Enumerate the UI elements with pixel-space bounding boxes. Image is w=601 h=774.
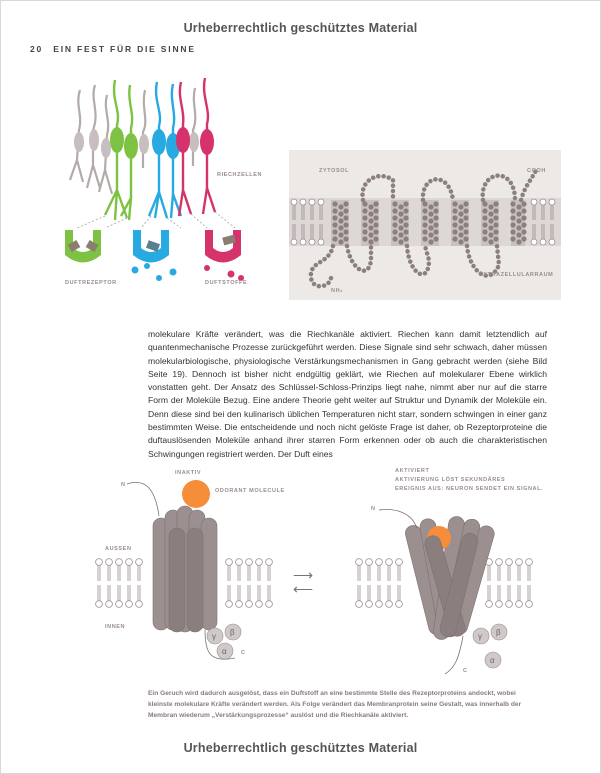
odorant-molecule-left <box>182 480 210 508</box>
running-header <box>30 44 196 54</box>
page-number: 20 <box>30 44 44 54</box>
label-beta-right: β <box>496 628 501 637</box>
arrow-forward: ⟶ <box>293 567 314 583</box>
label-alpha-right: α <box>490 656 495 665</box>
label-c-left: C <box>241 650 246 656</box>
receptor-inactive <box>153 506 217 632</box>
label-zytosol: ZYTOSOL <box>319 168 350 174</box>
body-text: molekulare Kräfte verändert, was die Riechkanäle aktiviert. Riechen kann damit letztendlich auf quantenmechanische Prozesse zurückgeführt werden. Diese Signale sind sehr schwach, daher müssen molekularbiologische, physiologische Verstärkungsmechanismen in Gang gebracht werden (siehe Bild Seite 19). Dennoch ist bisher nicht endgültig geklärt, wie Riechen auf molekularer Ebene wirklich vonstatten geht. Der Ansatz des Schlüssel-Schloss-Prinzips liegt nahe, nimmt aber nur auf die starre Form der Moleküle Bezug. Eine andere Theorie geht weiter auf Struktur und Dynamik der Moleküle ein. Denn diese sind bei den kulinarisch üblichen Temperaturen nicht starr, sondern schwingen in einer ganz bestimmten Weise. Die entscheidende und noch nicht gelöste Frage ist daher, ob Rezeptorproteine die duftauslösenden Moleküle anhand ihrer starren Form erkennen oder ob auch die charakteristischen Schwingungen registriert werden. Der Duft eines <box>148 329 547 459</box>
label-n-left: N <box>121 482 126 488</box>
watermark-bottom: Urheberrechtlich geschütztes Material <box>183 741 418 755</box>
label-inaktiv: INAKTIV <box>175 470 202 476</box>
label-gamma-left: γ <box>212 632 216 641</box>
magenta-receptor <box>204 230 244 281</box>
figure-caption: Ein Geruch wird dadurch ausgelöst, dass ein Duftstoff an eine bestimmte Stelle des Rezeptorproteins andockt, wobei kleinste molekulare Kräfte verändert werden. Als Folge verändert das Membranprotein seine Gestalt, was innerhalb der Membran wiederum „Verstärkungsprozesse“ auslöst und die Riechkanäle aktiviert. <box>148 690 522 719</box>
label-innen: INNEN <box>105 624 126 630</box>
label-aktiviert-sub2: EREIGNIS AUS: NEURON SENDET EIN SIGNAL. <box>395 486 544 492</box>
label-aktiviert-sub1: AKTIVIERUNG LÖST SEKUNDÄRES <box>395 477 506 483</box>
label-aktiviert: AKTIVIERT <box>395 468 430 474</box>
label-odorant: ODORANT MOLECULE <box>215 488 285 494</box>
section-title: EIN FEST FÜR DIE SINNE <box>53 44 196 54</box>
label-c-right: C <box>463 668 468 674</box>
arrow-backward: ⟵ <box>293 581 314 597</box>
label-beta-left: β <box>230 628 235 637</box>
body-paragraph <box>148 328 547 461</box>
label-n-right: N <box>371 506 376 512</box>
receptor-activation-figure <box>55 468 575 683</box>
label-duftstoffe: DUFTSTOFFE <box>205 280 248 286</box>
label-cooh: COOH <box>527 168 546 174</box>
green-receptor <box>65 230 101 263</box>
label-alpha-left: α <box>222 647 227 656</box>
label-aussen: AUSSEN <box>105 546 132 552</box>
membrane-receptor-figure <box>289 150 561 300</box>
label-gamma-right: γ <box>478 632 482 641</box>
cyan-receptor <box>132 230 177 281</box>
label-extrazellularraum: EXTRAZELLULARRAUM <box>479 272 554 278</box>
label-duftrezeptor: DUFTREZEPTOR <box>65 280 117 286</box>
label-nh2: NH₂ <box>331 288 344 294</box>
olfactory-cells-figure <box>55 70 295 290</box>
watermark-top: Urheberrechtlich geschütztes Material <box>183 21 418 35</box>
label-riechzellen: RIECHZELLEN <box>217 172 263 178</box>
